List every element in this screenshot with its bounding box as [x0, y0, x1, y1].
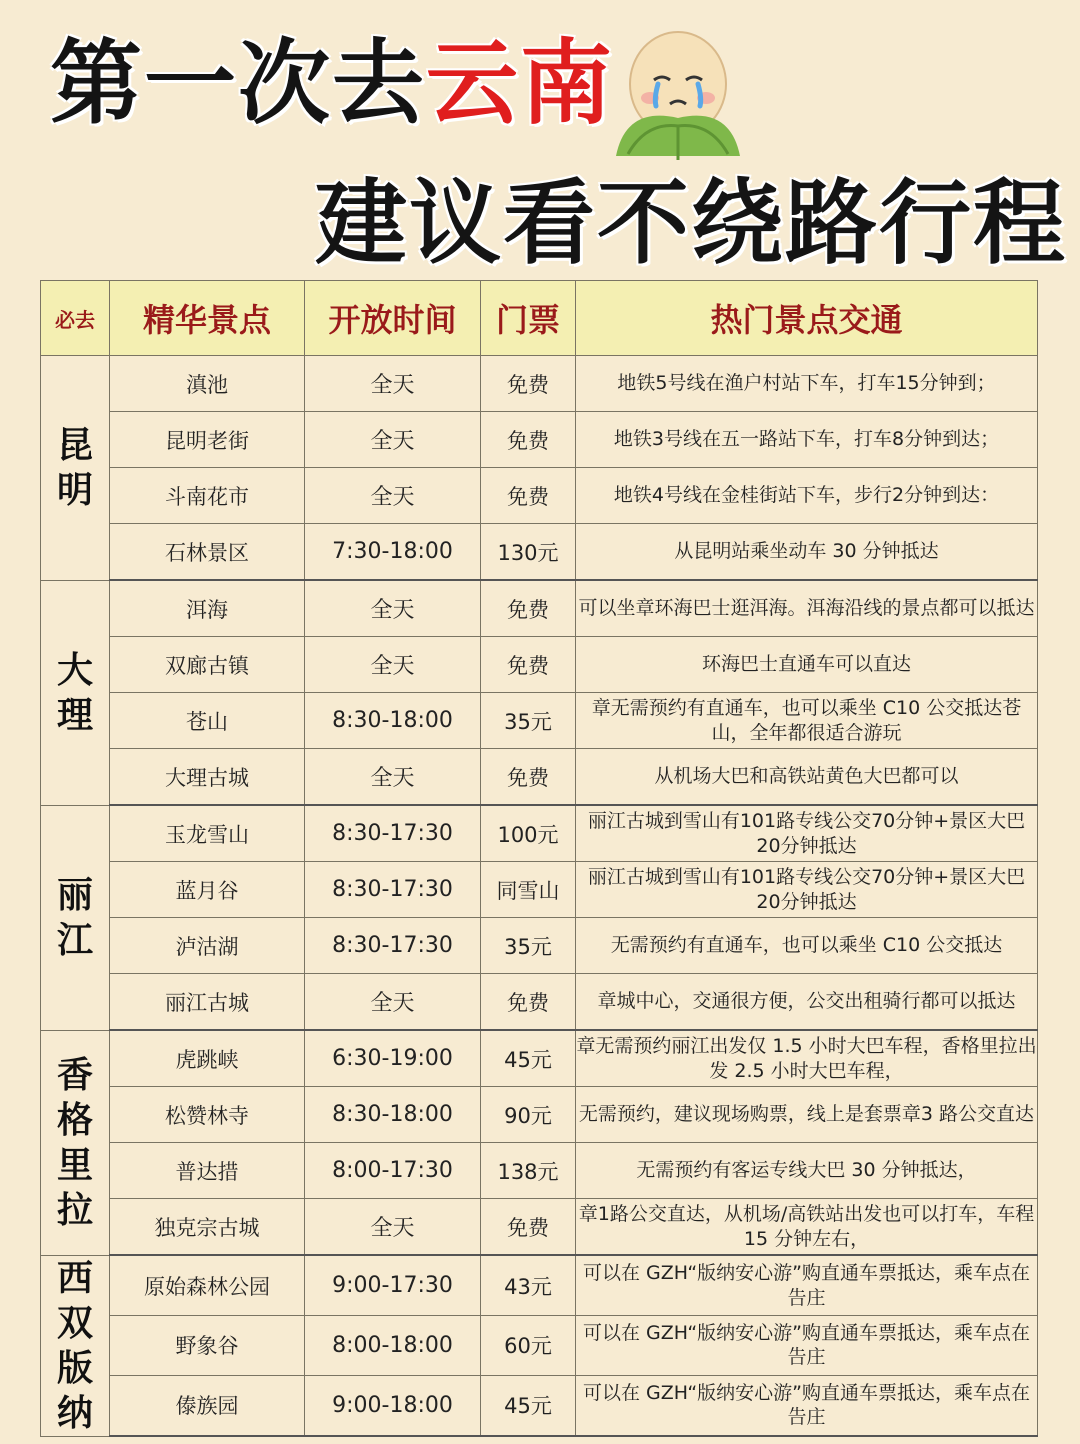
table-row — [41, 1143, 1038, 1199]
table-row — [41, 356, 1038, 412]
hours-cell: 全天 — [305, 749, 481, 806]
spot-cell: 大理古城 — [110, 749, 305, 806]
city-char: 拉 — [56, 1189, 93, 1231]
spot-cell: 昆明老街 — [110, 412, 305, 468]
ticket-cell: 免费 — [481, 1199, 576, 1256]
transport-cell: 地铁5号线在渔户村站下车，打车15分钟到； — [576, 356, 1038, 412]
table-row — [41, 749, 1038, 806]
ticket-cell: 60元 — [481, 1316, 576, 1376]
header-hours: 开放时间 — [305, 281, 481, 356]
city-char: 版 — [56, 1347, 93, 1389]
spot-cell: 玉龙雪山 — [110, 805, 305, 862]
hours-cell: 全天 — [305, 1199, 481, 1256]
spot-cell: 野象谷 — [110, 1316, 305, 1376]
transport-cell: 章无需预约有直通车，也可以乘坐 C10 公交抵达苍山，全年都很适合游玩 — [576, 693, 1038, 749]
hours-cell: 6:30-19:00 — [305, 1030, 481, 1087]
table-row — [41, 412, 1038, 468]
transport-cell: 环海巴士直通车可以直达 — [576, 637, 1038, 693]
ticket-cell: 35元 — [481, 693, 576, 749]
city-char: 纳 — [56, 1392, 93, 1434]
table-row — [41, 580, 1038, 637]
itinerary-table — [40, 280, 1038, 1437]
page-title-line2: 建议看不绕路行程 — [315, 170, 1068, 277]
hours-cell: 8:30-18:00 — [305, 1087, 481, 1143]
hours-cell: 全天 — [305, 580, 481, 637]
spot-cell: 虎跳峡 — [110, 1030, 305, 1087]
table-row — [41, 974, 1038, 1031]
city-char: 明 — [56, 469, 93, 511]
table-row — [41, 468, 1038, 524]
ticket-cell: 45元 — [481, 1375, 576, 1436]
table-row — [41, 862, 1038, 918]
table-header-row — [41, 281, 1038, 356]
hours-cell: 全天 — [305, 468, 481, 524]
spot-cell: 傣族园 — [110, 1375, 305, 1436]
hours-cell: 全天 — [305, 974, 481, 1031]
table-row — [41, 637, 1038, 693]
hours-cell: 8:30-18:00 — [305, 693, 481, 749]
ticket-cell: 免费 — [481, 637, 576, 693]
header-spot: 精华景点 — [110, 281, 305, 356]
ticket-cell: 43元 — [481, 1255, 576, 1316]
page-title-line1 — [50, 30, 615, 137]
table-row — [41, 524, 1038, 581]
city-char: 双 — [56, 1302, 93, 1344]
header-transport: 热门景点交通 — [576, 281, 1038, 356]
ticket-cell: 免费 — [481, 412, 576, 468]
ticket-cell: 138元 — [481, 1143, 576, 1199]
spot-cell: 原始森林公园 — [110, 1255, 305, 1316]
table-row — [41, 1375, 1038, 1436]
transport-cell: 从昆明站乘坐动车 30 分钟抵达 — [576, 524, 1038, 581]
spot-cell: 蓝月谷 — [110, 862, 305, 918]
hours-cell: 9:00-17:30 — [305, 1255, 481, 1316]
spot-cell: 丽江古城 — [110, 974, 305, 1031]
hours-cell: 全天 — [305, 412, 481, 468]
transport-cell: 可以坐章环海巴士逛洱海。洱海沿线的景点都可以抵达 — [576, 580, 1038, 637]
city-cell — [41, 1255, 110, 1436]
ticket-cell: 100元 — [481, 805, 576, 862]
header-ticket: 门票 — [481, 281, 576, 356]
city-char: 里 — [56, 1144, 93, 1186]
spot-cell: 泸沽湖 — [110, 918, 305, 974]
city-char: 理 — [56, 694, 93, 736]
city-cell — [41, 580, 110, 805]
transport-cell: 无需预约有直通车，也可以乘坐 C10 公交抵达 — [576, 918, 1038, 974]
transport-cell: 无需预约有客运专线大巴 30 分钟抵达， — [576, 1143, 1038, 1199]
ticket-cell: 免费 — [481, 356, 576, 412]
city-cell — [41, 805, 110, 1030]
transport-cell: 章城中心，交通很方便，公交出租骑行都可以抵达 — [576, 974, 1038, 1031]
ticket-cell: 免费 — [481, 749, 576, 806]
city-cell — [41, 356, 110, 581]
city-cell — [41, 1030, 110, 1255]
transport-cell: 丽江古城到雪山有101路专线公交70分钟+景区大巴20分钟抵达 — [576, 805, 1038, 862]
crying-zongzi-icon — [606, 26, 746, 166]
ticket-cell: 免费 — [481, 580, 576, 637]
ticket-cell: 130元 — [481, 524, 576, 581]
city-char: 江 — [56, 919, 93, 961]
city-char: 香 — [56, 1054, 93, 1096]
ticket-cell: 同雪山 — [481, 862, 576, 918]
hours-cell: 7:30-18:00 — [305, 524, 481, 581]
transport-cell: 可以在 GZH“版纳安心游”购直通车票抵达，乘车点在告庄 — [576, 1375, 1038, 1436]
spot-cell: 石林景区 — [110, 524, 305, 581]
table-row — [41, 1030, 1038, 1087]
city-char: 格 — [56, 1099, 93, 1141]
ticket-cell: 免费 — [481, 974, 576, 1031]
transport-cell: 无需预约，建议现场购票，线上是套票章3 路公交直达 — [576, 1087, 1038, 1143]
transport-cell: 章无需预约丽江出发仅 1.5 小时大巴车程，香格里拉出发 2.5 小时大巴车程， — [576, 1030, 1038, 1087]
spot-cell: 普达措 — [110, 1143, 305, 1199]
city-char: 西 — [56, 1257, 93, 1299]
ticket-cell: 90元 — [481, 1087, 576, 1143]
hours-cell: 8:30-17:30 — [305, 918, 481, 974]
spot-cell: 洱海 — [110, 580, 305, 637]
hours-cell: 8:30-17:30 — [305, 862, 481, 918]
transport-cell: 从机场大巴和高铁站黄色大巴都可以 — [576, 749, 1038, 806]
table-row — [41, 1255, 1038, 1316]
ticket-cell: 45元 — [481, 1030, 576, 1087]
transport-cell: 章1路公交直达，从机场/高铁站出发也可以打车，车程 15 分钟左右， — [576, 1199, 1038, 1256]
hours-cell: 8:00-18:00 — [305, 1316, 481, 1376]
ticket-cell: 免费 — [481, 468, 576, 524]
city-char: 昆 — [56, 424, 93, 466]
spot-cell: 松赞林寺 — [110, 1087, 305, 1143]
transport-cell: 可以在 GZH“版纳安心游”购直通车票抵达，乘车点在告庄 — [576, 1316, 1038, 1376]
spot-cell: 斗南花市 — [110, 468, 305, 524]
spot-cell: 独克宗古城 — [110, 1199, 305, 1256]
table-row — [41, 693, 1038, 749]
table-row — [41, 918, 1038, 974]
table-row — [41, 1316, 1038, 1376]
table-row — [41, 1199, 1038, 1256]
spot-cell: 双廊古镇 — [110, 637, 305, 693]
city-char: 丽 — [56, 874, 93, 916]
hours-cell: 9:00-18:00 — [305, 1375, 481, 1436]
transport-cell: 丽江古城到雪山有101路专线公交70分钟+景区大巴20分钟抵达 — [576, 862, 1038, 918]
city-char: 大 — [56, 649, 93, 691]
hours-cell: 8:00-17:30 — [305, 1143, 481, 1199]
table-row — [41, 805, 1038, 862]
transport-cell: 可以在 GZH“版纳安心游”购直通车票抵达，乘车点在告庄 — [576, 1255, 1038, 1316]
transport-cell: 地铁4号线在金桂街站下车，步行2分钟到达： — [576, 468, 1038, 524]
transport-cell: 地铁3号线在五一路站下车，打车8分钟到达； — [576, 412, 1038, 468]
ticket-cell: 35元 — [481, 918, 576, 974]
hours-cell: 全天 — [305, 356, 481, 412]
title-highlight: 云南 — [426, 30, 615, 137]
hours-cell: 全天 — [305, 637, 481, 693]
spot-cell: 苍山 — [110, 693, 305, 749]
table-row — [41, 1087, 1038, 1143]
spot-cell: 滇池 — [110, 356, 305, 412]
hours-cell: 8:30-17:30 — [305, 805, 481, 862]
table-body — [41, 356, 1038, 1437]
title-prefix: 第一次去 — [50, 30, 427, 137]
header-must: 必去 — [41, 281, 110, 356]
